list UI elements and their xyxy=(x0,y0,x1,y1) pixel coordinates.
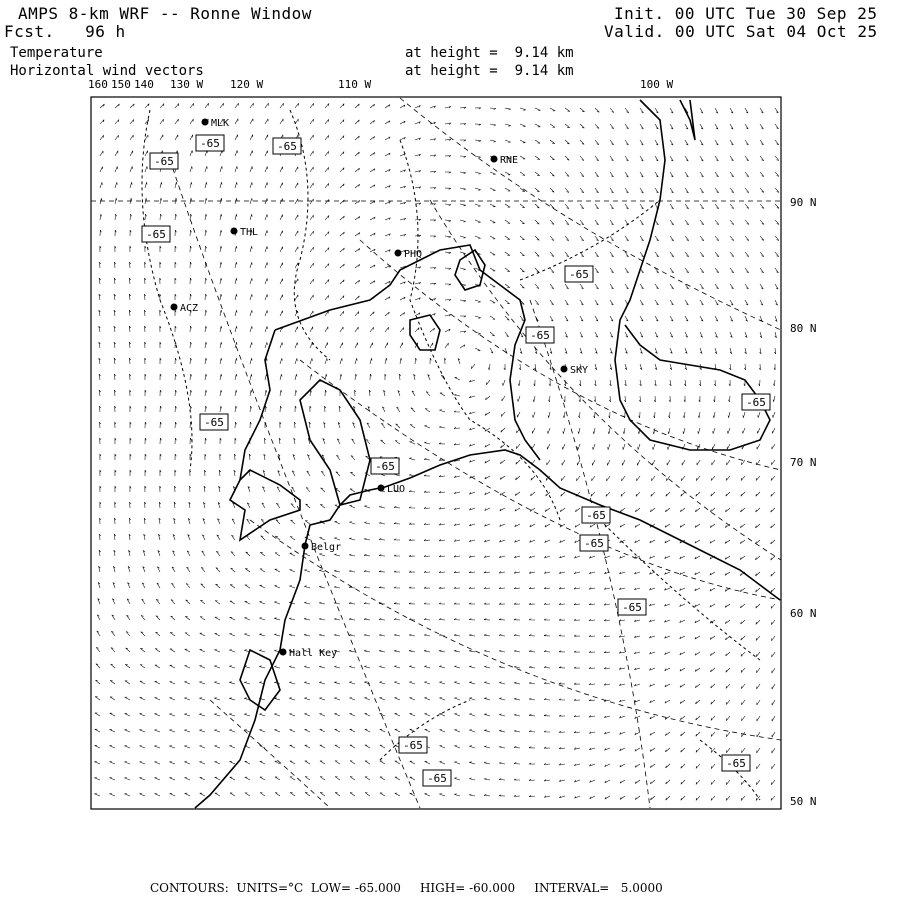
coastline xyxy=(275,245,540,460)
station-label: RNE xyxy=(500,155,519,166)
graticule-line xyxy=(300,360,781,600)
wind-vectors xyxy=(94,103,779,801)
wind-vector-field xyxy=(94,103,779,801)
lon-label: 120 W xyxy=(230,78,264,91)
contour-label: -65 xyxy=(746,396,766,409)
coastline xyxy=(240,330,275,480)
contour-label: -65 xyxy=(427,772,447,785)
contour-label: -65 xyxy=(146,228,166,241)
contour-label: -65 xyxy=(726,757,746,770)
lon-label: 130 W xyxy=(170,78,204,91)
lat-label: 50 N xyxy=(790,795,817,808)
coastline xyxy=(195,450,780,808)
coastline xyxy=(410,315,440,350)
station-label: MLK xyxy=(211,118,230,129)
station-label: ACZ xyxy=(180,303,199,314)
station-label: Belgr xyxy=(311,542,342,553)
contour-label: -65 xyxy=(403,739,423,752)
station-markers xyxy=(171,118,589,659)
coastline xyxy=(230,470,300,540)
station-label: LUO xyxy=(387,484,406,495)
station-dot xyxy=(231,228,238,235)
station-dot xyxy=(280,649,287,656)
contour-label: -65 xyxy=(154,155,174,168)
graticule-line xyxy=(250,520,781,740)
contour-label: -65 xyxy=(586,509,606,522)
coastline xyxy=(300,380,370,505)
graticule-line xyxy=(210,700,330,808)
field1-height: at height = 9.14 km xyxy=(405,45,574,61)
lat-label: 60 N xyxy=(790,607,817,620)
contour-label: -65 xyxy=(277,140,297,153)
coastline xyxy=(680,100,695,140)
station-label: Hall Key xyxy=(289,648,338,659)
station-dot xyxy=(171,304,178,311)
station-dot xyxy=(378,485,385,492)
station-label: SKY xyxy=(570,365,589,376)
contour-label: -65 xyxy=(569,268,589,281)
map-title: AMPS 8-km WRF -- Ronne Window xyxy=(18,4,312,23)
graticule xyxy=(91,98,781,808)
contour-label: -65 xyxy=(530,329,550,342)
valid-time: Valid. 00 UTC Sat 04 Oct 25 xyxy=(604,22,878,41)
field2-name: Horizontal wind vectors xyxy=(10,63,204,79)
station-label: THL xyxy=(240,227,259,238)
contour-label: -65 xyxy=(584,537,604,550)
contour-label: -65 xyxy=(200,137,220,150)
lon-label: 160 xyxy=(88,78,108,91)
graticule-line xyxy=(170,160,423,808)
contour-label: -65 xyxy=(375,460,395,473)
station-dot xyxy=(202,119,209,126)
coastlines xyxy=(195,100,780,808)
contour-legend: CONTOURS: UNITS=°C LOW= -65.000 HIGH= -60.000 INTERVAL= 5.0000 xyxy=(150,881,663,895)
station-dot xyxy=(395,250,402,257)
station-dot xyxy=(491,156,498,163)
lat-label: 70 N xyxy=(790,456,817,469)
graticule-line xyxy=(430,200,781,560)
forecast-hour: Fcst. 96 h xyxy=(4,22,126,41)
station-dot xyxy=(302,543,309,550)
graticule-line xyxy=(400,98,781,330)
contour-label: -65 xyxy=(622,601,642,614)
lon-label: 140 xyxy=(134,78,154,91)
lon-label: 150 xyxy=(111,78,131,91)
station-label: PHQ xyxy=(404,249,423,260)
lon-label: 110 W xyxy=(338,78,372,91)
field2-height: at height = 9.14 km xyxy=(405,63,574,79)
station-dot xyxy=(561,366,568,373)
init-time: Init. 00 UTC Tue 30 Sep 25 xyxy=(614,4,878,23)
lon-label: 100 W xyxy=(640,78,674,91)
lat-label: 90 N xyxy=(790,196,817,209)
contour-label: -65 xyxy=(204,416,224,429)
field1-name: Temperature xyxy=(10,45,103,61)
lat-label: 80 N xyxy=(790,322,817,335)
